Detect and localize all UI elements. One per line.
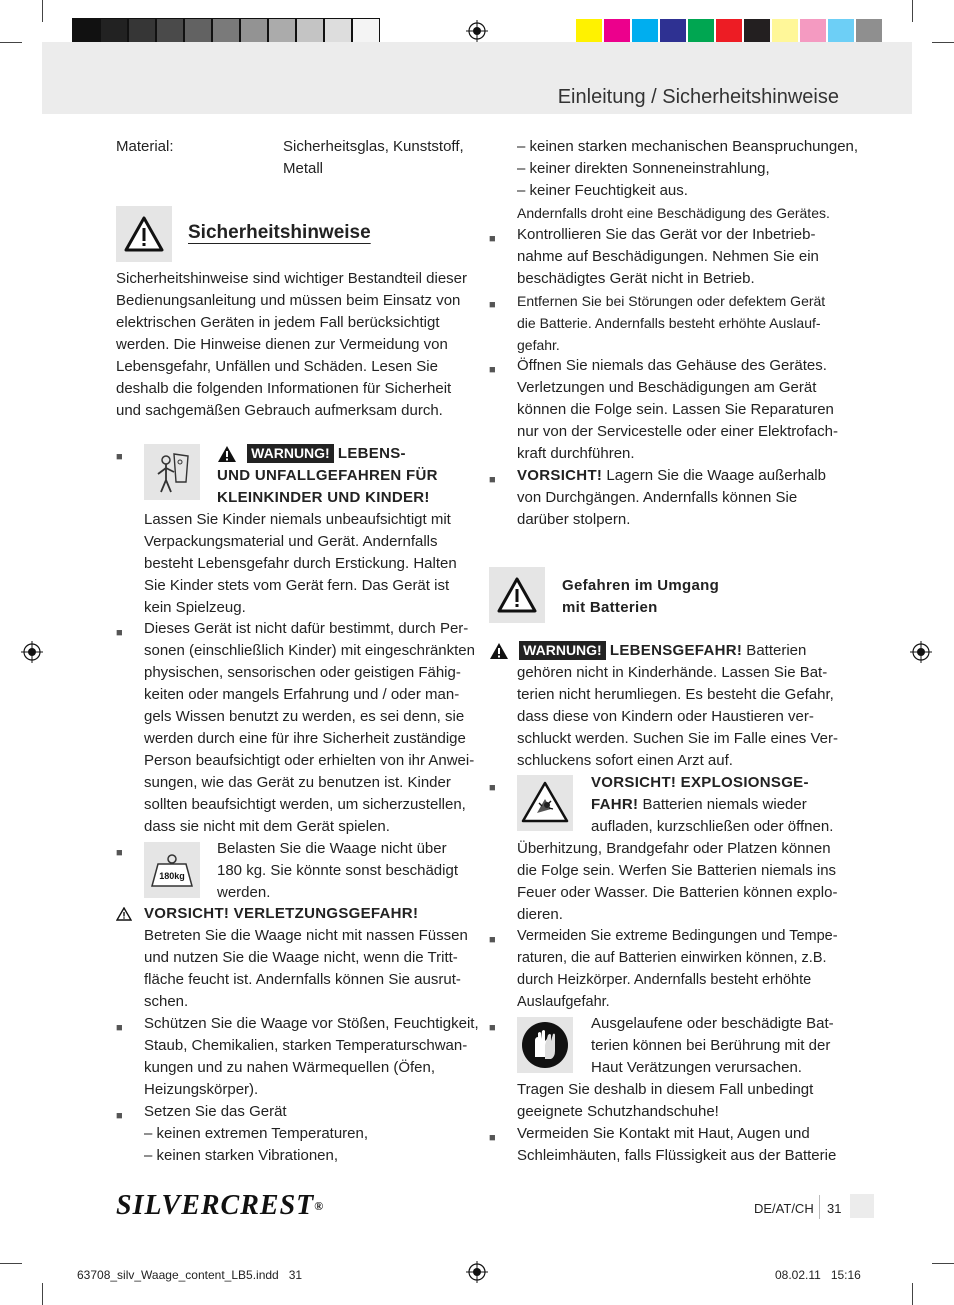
battery-heading-2: mit Batterien — [562, 599, 658, 616]
text-line: – keinen starken mechanischen Beanspruchungen, — [517, 138, 859, 155]
bullet-icon: ■ — [116, 627, 123, 639]
caution-title: VORSICHT! VERLETZUNGSGEFAHR! — [144, 905, 419, 922]
text-line: werden durch eine für ihre Sicherheit zuständige — [144, 730, 466, 747]
text-line: kraft durchführen. — [517, 445, 635, 462]
list-item-continued — [517, 1079, 813, 1123]
text-line: Belasten Sie die Waage nicht über — [217, 840, 447, 857]
page-number: 31 — [827, 1201, 842, 1216]
list-item — [144, 618, 475, 838]
text-line: Betreten Sie die Waage nicht mit nassen Füssen — [144, 927, 468, 944]
text-line: Schleimhäuten, falls Flüssigkeit aus der Batterie — [517, 1147, 837, 1164]
caution-body: aufladen, kurzschließen oder öffnen. — [591, 818, 834, 835]
registration-mark-icon — [21, 641, 43, 663]
warning-sign-icon — [489, 567, 545, 623]
bullet-icon: ■ — [116, 1110, 123, 1122]
text-line: Staub, Chemikalien, starken Temperaturschwan- — [144, 1037, 468, 1054]
text-line: Überhitzung, Brandgefahr oder Platzen können — [517, 840, 831, 857]
text-line: Öffnen Sie niemals das Gehäuse des Gerätes. — [517, 357, 827, 374]
material-value-2: Metall — [283, 160, 324, 177]
text-line: Feuer oder Wasser. Die Batterien können explo- — [517, 884, 838, 901]
registration-mark-icon — [466, 20, 488, 42]
bullet-icon: ■ — [489, 299, 496, 311]
text-line: Sie Kinder stets vom Gerät fern. Das Gerät ist — [144, 577, 450, 594]
text-line: – keiner direkten Sonneneinstrahlung, — [517, 160, 770, 177]
weight-label: 180kg — [159, 871, 185, 881]
list-item-continued — [517, 487, 797, 531]
text-line: terien nicht herumliegen. Es besteht die Gefahr, — [517, 686, 834, 703]
text-line: elektrischen Geräten in jedem Fall berücksichtigt — [116, 314, 440, 331]
gloves-icon — [517, 1017, 573, 1073]
text-line: fläche feucht ist. Andernfalls können Sie ausrut- — [144, 971, 461, 988]
text-line: kungen und zu nahen Wärmequellen (Öfen, — [144, 1059, 436, 1076]
warning-title — [217, 443, 406, 465]
text-line: schluckens sofort einen Arzt auf. — [517, 752, 733, 769]
text-line: raturen, die auf Batterien einwirken können, z.B. — [517, 950, 827, 966]
text-line: werden. — [217, 884, 271, 901]
safety-intro — [116, 268, 467, 422]
bullet-icon: ■ — [116, 847, 123, 859]
text-line: Verpackungsmaterial und Gerät. Andernfalls — [144, 533, 438, 550]
text-line: Haut Verätzungen verursachen. — [591, 1059, 802, 1076]
footer-tab — [850, 1194, 874, 1218]
text-line: keiten oder mangels Erfahrung und / oder man- — [144, 686, 460, 703]
text-line: dass diese von Kindern oder Haustieren ver- — [517, 708, 814, 725]
text-line: Heizungskörper). — [144, 1081, 259, 1098]
text-line: 180 kg. Sie könnte sonst beschädigt — [217, 862, 458, 879]
text-line: dieren. — [517, 906, 563, 923]
warning-badge: WARNUNG! — [247, 444, 334, 463]
bullet-icon: ■ — [489, 782, 496, 794]
bullet-icon: ■ — [116, 1022, 123, 1034]
warning-body — [517, 662, 838, 772]
warning-title-text: LEBENS- — [337, 445, 406, 462]
list-item — [591, 1013, 834, 1079]
dash-list — [517, 136, 858, 202]
warning-sign-icon — [116, 206, 172, 262]
text-line: sungen, wie das Gerät zu benutzen ist. Kinder — [144, 774, 451, 791]
bullet-icon: ■ — [489, 474, 496, 486]
brand-logo: SILVERCREST® — [116, 1190, 325, 1221]
text-line: deshalb die folgenden Informationen für Sicherheit — [116, 380, 452, 397]
list-item — [217, 838, 458, 904]
section-heading: Sicherheitshinweise — [188, 222, 371, 243]
text-line: – keinen starken Vibrationen, — [144, 1147, 339, 1164]
bullet-icon: ■ — [489, 1132, 496, 1144]
material-value: Sicherheitsglas, Kunststoff, — [283, 138, 464, 155]
text-line: Verletzungen und Beschädigungen am Gerät — [517, 379, 817, 396]
text-line: können die Folge sein. Lassen Sie Reparaturen — [517, 401, 834, 418]
list-item: Setzen Sie das Gerät — [144, 1103, 287, 1120]
text-line: sollten beaufsichtigt werden, um sicherzustellen, — [144, 796, 466, 813]
text-line: physischen, sensorischen oder geistigen Fähig- — [144, 664, 461, 681]
bullet-icon: ■ — [489, 364, 496, 376]
text-line: geeignete Schutzhandschuhe! — [517, 1103, 719, 1120]
text-line: sonen (einschließlich Kinder) mit eingeschränkten — [144, 642, 475, 659]
text-line: Vermeiden Sie Kontakt mit Haut, Augen und — [517, 1125, 810, 1142]
warning-body — [144, 509, 457, 619]
text-line: durch Heizkörper. Andernfalls besteht erhöhte — [517, 972, 812, 988]
text-line: Kontrollieren Sie das Gerät vor der Inbetrieb- — [517, 226, 816, 243]
list-item — [144, 1013, 479, 1101]
warning-triangle-icon — [489, 642, 509, 660]
text-line: Ausgelaufene oder beschädigte Bat- — [591, 1015, 834, 1032]
page-title: Einleitung / Sicherheitshinweise — [557, 86, 839, 108]
note: Andernfalls droht eine Beschädigung des Gerätes. — [517, 205, 830, 221]
text-line: von Durchgängen. Andernfalls können Sie — [517, 489, 798, 506]
list-item — [517, 355, 838, 465]
caution-title-2: FAHR! Batterien niemals wieder — [591, 796, 807, 813]
caution-body — [144, 925, 468, 1013]
bullet-icon: ■ — [489, 1022, 496, 1034]
text-line: gels Wissen benutzt zu werden, es sei denn, sie — [144, 708, 465, 725]
text-line: – keiner Feuchtigkeit aus. — [517, 182, 688, 199]
text-line: terien können bei Berührung mit der — [591, 1037, 831, 1054]
text-line: Bedienungsanleitung und müssen beim Einsatz von — [116, 292, 461, 309]
text-line: nur von der Servicestelle oder einer Elektrofach- — [517, 423, 838, 440]
text-line: kein Spielzeug. — [144, 599, 246, 616]
caution-title: VORSICHT! EXPLOSIONSGE- — [591, 774, 809, 791]
text-line: Schützen Sie die Waage vor Stößen, Feuchtigkeit, — [144, 1015, 479, 1032]
list-item — [517, 290, 825, 356]
text-line: Dieses Gerät ist nicht dafür bestimmt, durch Per- — [144, 620, 469, 637]
warning-triangle-icon — [217, 445, 237, 463]
dash-list — [144, 1123, 368, 1167]
bullet-icon: ■ — [489, 934, 496, 946]
list-item — [517, 1123, 836, 1167]
text-line: gefahr. — [517, 337, 560, 353]
text-line: nahme auf Beschädigungen. Nehmen Sie ein — [517, 248, 819, 265]
child-with-bag-icon — [144, 444, 200, 500]
text-line: Lebensgefahr, Unfällen und Schäden. Lesen Sie — [116, 358, 438, 375]
footer-divider — [819, 1195, 820, 1219]
text-line: beschädigtes Gerät nicht in Betrieb. — [517, 270, 755, 287]
list-item: VORSICHT! Lagern Sie die Waage außerhalb — [517, 467, 826, 484]
warning-title-3: KLEINKINDER UND KINDER! — [217, 489, 430, 506]
text-line: Tragen Sie deshalb in diesem Fall unbedingt — [517, 1081, 814, 1098]
text-line: Vermeiden Sie extreme Bedingungen und Tempe- — [517, 928, 838, 944]
locale-label: DE/AT/CH — [754, 1201, 814, 1216]
text-line: und sachgemäßen Gebrauch aufmerksam durch. — [116, 402, 443, 419]
warning-title-2: UND UNFALLGEFAHREN FÜR — [217, 467, 438, 484]
slug-date: 08.02.11 15:16 — [775, 1268, 861, 1282]
bullet-icon: ■ — [116, 451, 123, 463]
caution-body-continued — [517, 838, 837, 926]
battery-heading: Gefahren im Umgang — [562, 577, 720, 594]
battery-explosion-icon — [517, 775, 573, 831]
text-line: Lassen Sie Kinder niemals unbeaufsichtigt mit — [144, 511, 451, 528]
warning-badge: WARNUNG! — [519, 641, 606, 660]
text-line: Entfernen Sie bei Störungen oder defektem Gerät — [517, 293, 826, 309]
bullet-icon: ■ — [489, 233, 496, 245]
text-line: Person beaufsichtigt oder erhielten von ihr Anwei- — [144, 752, 475, 769]
caution-triangle-icon — [116, 906, 132, 928]
text-line: darüber stolpern. — [517, 511, 631, 528]
material-label: Material: — [116, 138, 174, 155]
text-line: werden. Die Hinweise dienen zur Vermeidung von — [116, 336, 448, 353]
text-line: Auslaufgefahr. — [517, 994, 610, 1010]
text-line: gehören nicht in Kinderhände. Lassen Sie Bat- — [517, 664, 828, 681]
weight-limit-icon — [144, 842, 200, 898]
text-line: Sicherheitshinweise sind wichtiger Bestandteil dieser — [116, 270, 468, 287]
slug-file: 63708_silv_Waage_content_LB5.indd 31 — [77, 1268, 303, 1282]
text-line: die Folge sein. Werfen Sie Batterien niemals ins — [517, 862, 837, 879]
text-line: schluckt werden. Suchen Sie im Falle eines Ver- — [517, 730, 838, 747]
text-line: besteht Lebensgefahr durch Erstickung. Halten — [144, 555, 457, 572]
text-line: und nutzen Sie die Waage nicht, wenn die Tritt- — [144, 949, 458, 966]
list-item — [517, 224, 819, 290]
list-item — [517, 925, 838, 1013]
registration-mark-icon — [910, 641, 932, 663]
warning-line: WARNUNG! LEBENSGEFAHR! Batterien — [489, 640, 806, 662]
registration-mark-icon — [466, 1261, 488, 1283]
text-line: schen. — [144, 993, 189, 1010]
text-line: dass sie nicht mit dem Gerät spielen. — [144, 818, 390, 835]
text-line: – keinen extremen Temperaturen, — [144, 1125, 369, 1142]
text-line: die Batterie. Andernfalls besteht erhöhte Auslauf- — [517, 315, 821, 331]
